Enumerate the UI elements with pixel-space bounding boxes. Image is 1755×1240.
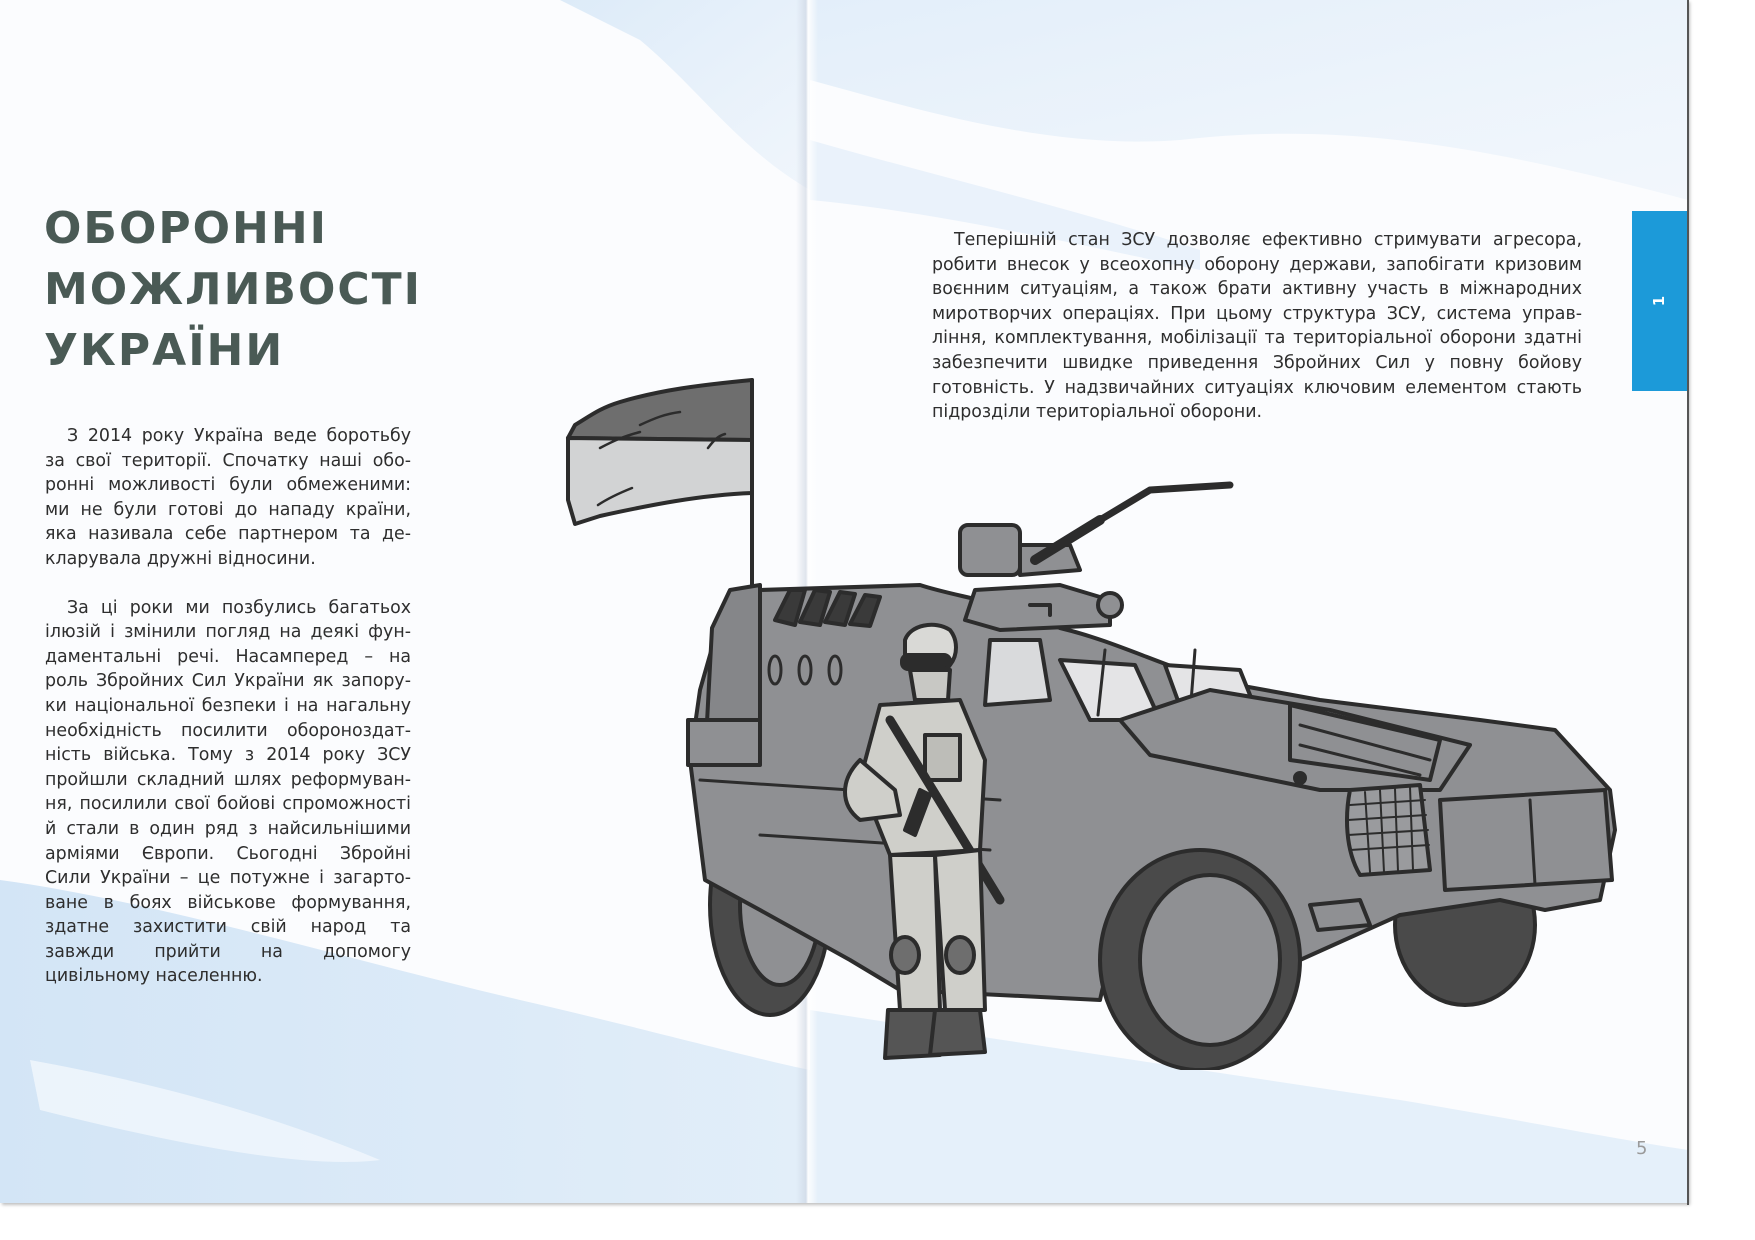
chapter-tab (1632, 211, 1687, 391)
paragraph: Теперішній стан ЗСУ дозволяє ефективно стримувати агресора, робити внесок у всеохопну оборону держави, запобігати кризовим воєнним ситуаціям, а також брати активну участь в міжнародних миротворчих операціях. При цьому структура ЗСУ, система управління, комплектування, мобілізації та територіальної оборони здатні забезпечити швидке приведення Збройних Сил у повну бойову готовність. У надзвичайних ситуаціях ключовим елементом стають підрозділи територіальної оборони. (932, 230, 1582, 423)
title-line: МОЖЛИВОСТІ (44, 264, 423, 315)
title-line: УКРАЇНИ (44, 325, 285, 376)
paragraph: З 2014 року Україна веде боротьбу за свої території. Спочатку наші оборонні можливості були обмеженими: ми не були готові до нападу країни, яка називала себе партнером та декларувала дружні відносини. (45, 426, 411, 569)
title-line: ОБОРОННІ (44, 203, 329, 254)
left-column-text (45, 424, 411, 989)
page-number: 5 (1636, 1138, 1648, 1159)
page-title (44, 198, 422, 381)
page-edge (1687, 0, 1689, 1205)
wash-top-right (810, 0, 1688, 200)
turret (960, 485, 1230, 630)
chapter-number: 1 (1650, 295, 1669, 307)
flag-icon (568, 380, 752, 628)
front-wheel (1100, 850, 1300, 1070)
wash-top-left (560, 0, 810, 190)
illustration-armored-vehicle-soldier (555, 370, 1625, 1070)
paragraph: За ці роки ми позбулись багатьох ілюзій і змінили погляд на деякі фундаментальні речі. Насамперед – на роль Збройних Сил України як запоруки національної безпеки і на нагальну необхідність посилити обороноздатність війська. Тому з 2014 року ЗСУ пройшли складний шлях реформування, посилили свої бойові спроможності й стали в один ряд з найсильнішими арміями Європи. Сьогодні Збройні Сили України – це потужне і загартоване в боях військове формування, здатне захистити свій народ та завжди прийти на допомогу цивільному населенню. (45, 597, 411, 987)
